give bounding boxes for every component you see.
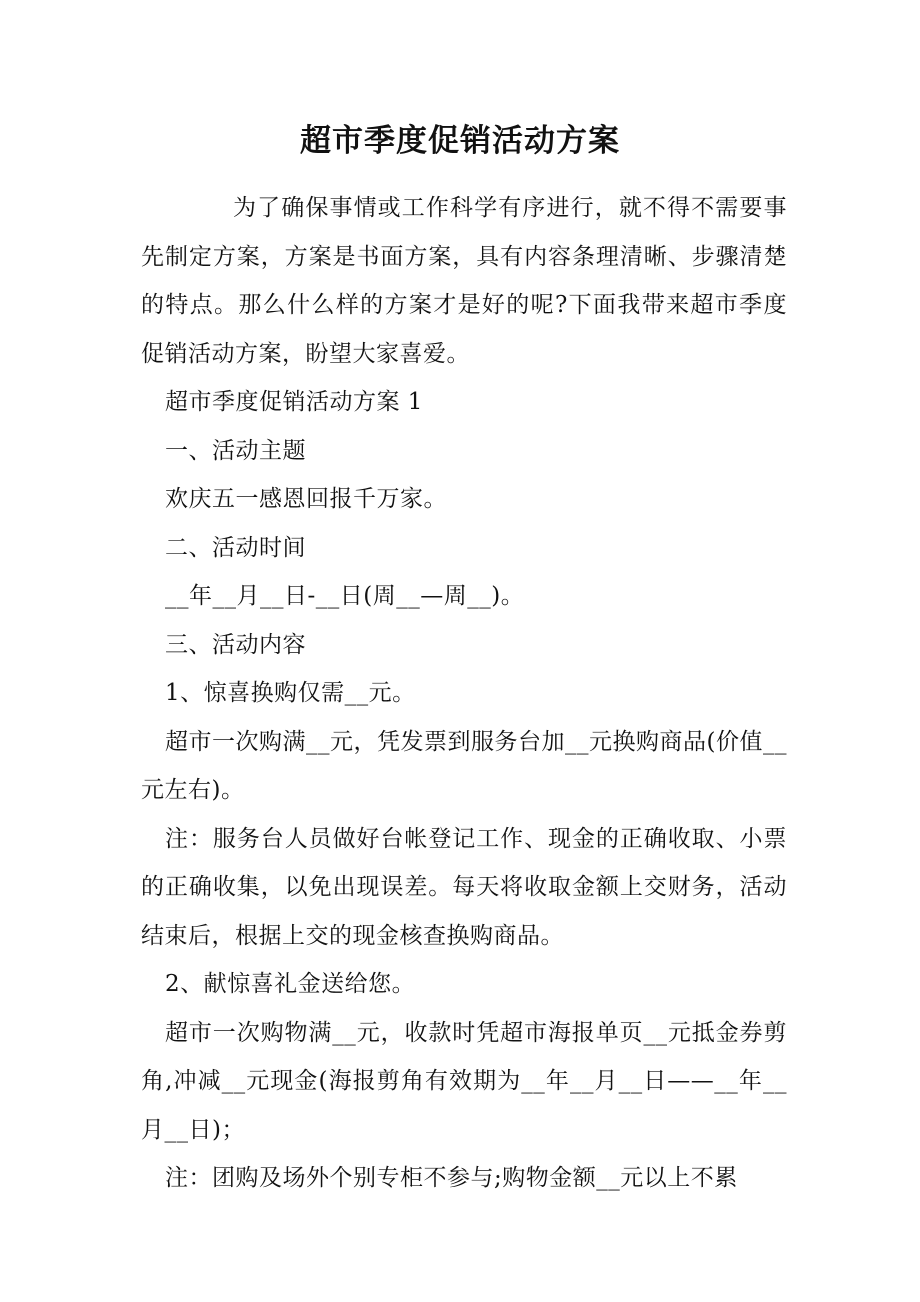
paragraph-intro: 为了确保事情或工作科学有序进行，就不得不需要事先制定方案，方案是书面方案，具有内容条理清晰、步骤清楚的特点。那么什么样的方案才是好的呢?下面我带来超市季度促销活动方案，盼望大家喜爱。 [141, 195, 787, 367]
paragraph-exchange-note: 注：服务台人员做好台帐登记工作、现金的正确收取、小票的正确收集，以免出现误差。每天将收取金额上交财务，活动结束后，根据上交的现金核查换购商品。 [141, 825, 787, 949]
section-heading-time: 二、活动时间 [165, 534, 306, 561]
paragraph-exchange: 超市一次购满__元，凭发票到服务台加__元换购商品(价值__元左右)。 [141, 728, 787, 803]
paragraph-gift-note: 注：团购及场外个别专柜不参与;购物金额__元以上不累 [165, 1165, 738, 1191]
section-heading-theme: 一、活动主题 [165, 437, 306, 464]
document-title: 超市季度促销活动方案 [300, 123, 620, 159]
document-body [141, 184, 787, 1203]
item-heading-exchange: 1、惊喜换购仅需__元。 [165, 680, 416, 706]
section-heading-content: 三、活动内容 [165, 631, 306, 658]
item-heading-gift: 2、献惊喜礼金送给您。 [165, 971, 416, 997]
section-heading-plan-1: 超市季度促销活动方案 1 [165, 389, 423, 415]
paragraph-gift: 超市一次购物满__元，收款时凭超市海报单页__元抵金券剪角,冲减__元现金(海报剪角有效期为__年__月__日——__年__月__日)； [141, 1019, 787, 1143]
paragraph-time: __年__月__日-__日(周__—周__)。 [165, 583, 525, 609]
paragraph-theme: 欢庆五一感恩回报千万家。 [165, 486, 447, 512]
